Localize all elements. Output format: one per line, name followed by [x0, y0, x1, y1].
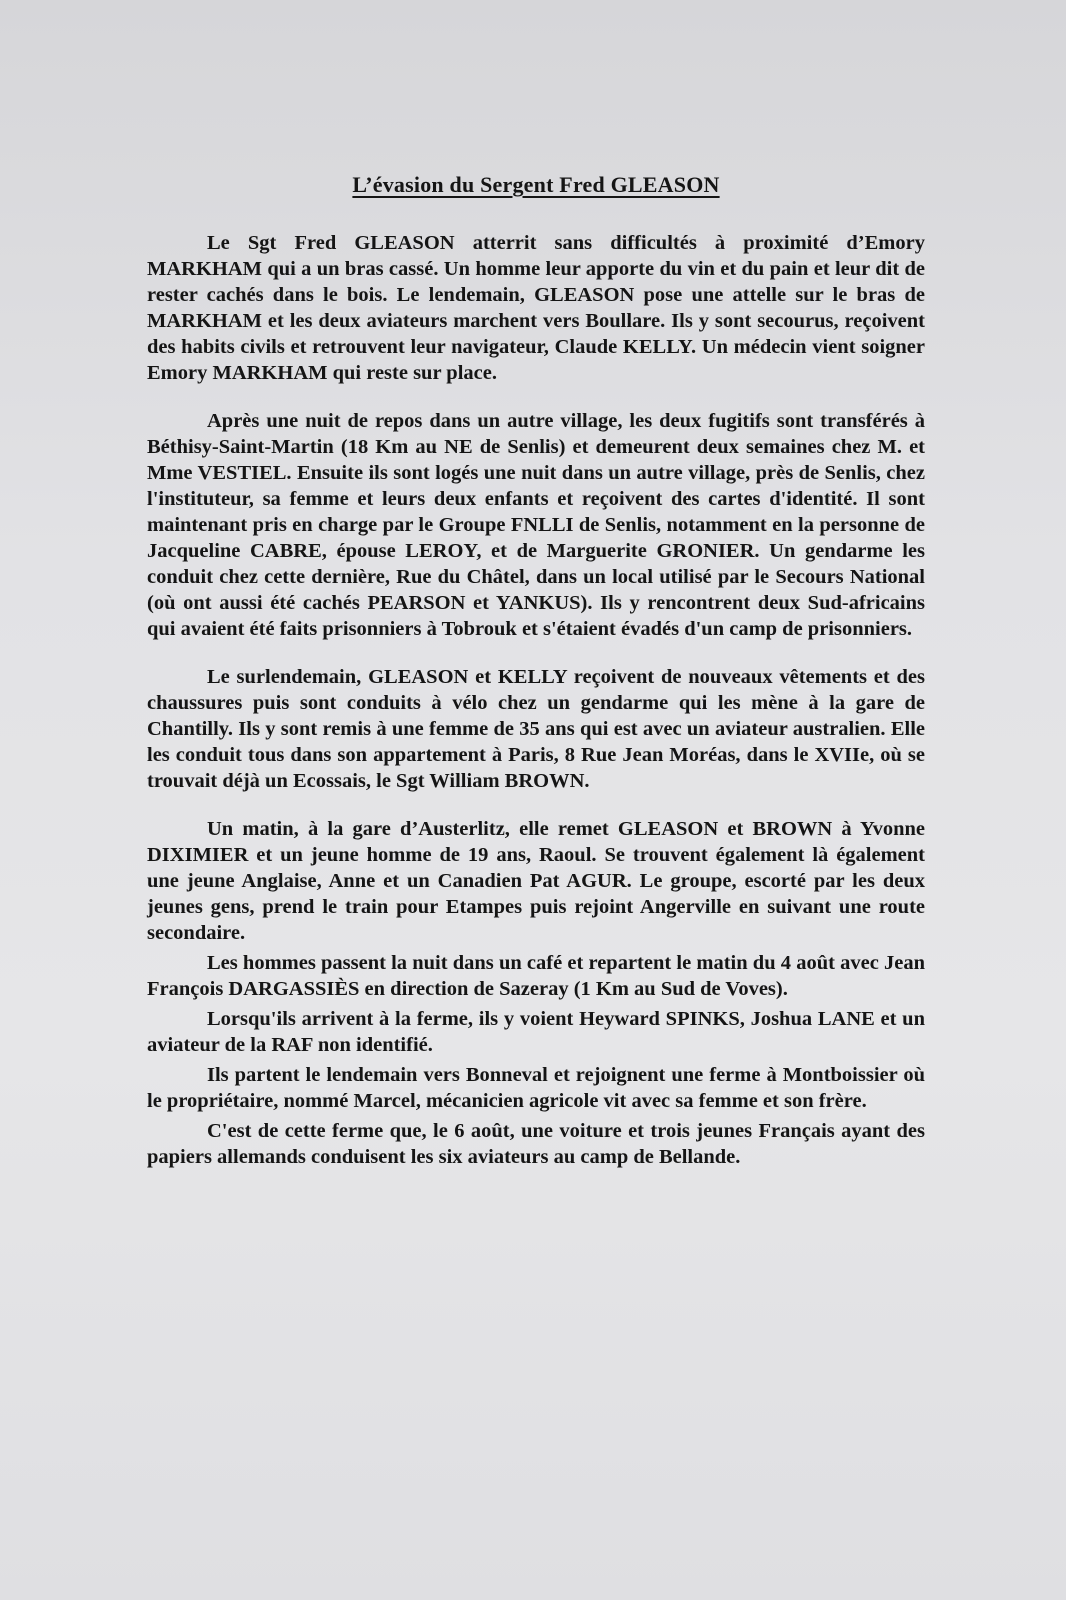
document-body	[147, 172, 925, 1170]
paragraph-1: Le Sgt Fred GLEASON atterrit sans difficultés à proximité d’Emory MARKHAM qui a un bras cassé. Un homme leur apporte du vin et du pain et leur dit de rester cachés dans le bois. Le lendemain, GLEASON pose une attelle sur le bras de MARKHAM et les deux aviateurs marchent vers Boullare. Ils y sont secourus, reçoivent des habits civils et retrouvent leur navigateur, Claude KELLY. Un médecin vient soigner Emory MARKHAM qui reste sur place.	[147, 232, 925, 384]
document-title: L’évasion du Sergent Fred GLEASON	[352, 172, 720, 197]
paragraph-4: Un matin, à la gare d’Austerlitz, elle remet GLEASON et BROWN à Yvonne DIXIMIER et un jeune homme de 19 ans, Raoul. Se trouvent également là également une jeune Anglaise, Anne et un Canadien Pat AGUR. Le groupe, escorté par les deux jeunes gens, prend le train pour Etampes puis rejoint Angerville en suivant une route secondaire.	[147, 818, 925, 944]
paragraph-2: Après une nuit de repos dans un autre village, les deux fugitifs sont transférés à Béthisy-Saint-Martin (18 Km au NE de Senlis) et demeurent deux semaines chez M. et Mme VESTIEL. Ensuite ils sont logés une nuit dans un autre village, près de Senlis, chez l'instituteur, sa femme et leurs deux enfants et reçoivent des cartes d'identité. Il sont maintenant pris en charge par le Groupe FNLLI de Senlis, notamment en la personne de Jacqueline CABRE, épouse LEROY, et de Marguerite GRONIER. Un gendarme les conduit chez cette dernière, Rue du Châtel, dans un local utilisé par le Secours National (où ont aussi été cachés PEARSON et YANKUS). Ils y rencontrent deux Sud-africains qui avaient été faits prisonniers à Tobrouk et s'étaient évadés d'un camp de prisonniers.	[147, 410, 925, 640]
paragraph-3: Le surlendemain, GLEASON et KELLY reçoivent de nouveaux vêtements et des chaussures puis sont conduits à vélo chez un gendarme qui les mène à la gare de Chantilly. Ils y sont remis à une femme de 35 ans qui est avec un aviateur australien. Elle les conduit tous dans son appartement à Paris, 8 Rue Jean Moréas, dans le XVIIe, où se trouvait déjà un Ecossais, le Sgt William BROWN.	[147, 666, 925, 792]
paragraph-7: Ils partent le lendemain vers Bonneval et rejoignent une ferme à Montboissier où le propriétaire, nommé Marcel, mécanicien agricole vit avec sa femme et son frère.	[147, 1064, 925, 1112]
paragraph-8: C'est de cette ferme que, le 6 août, une voiture et trois jeunes Français ayant des papiers allemands conduisent les six aviateurs au camp de Bellande.	[147, 1120, 925, 1168]
paragraph-5: Les hommes passent la nuit dans un café et repartent le matin du 4 août avec Jean François DARGASSIÈS en direction de Sazeray (1 Km au Sud de Voves).	[147, 952, 925, 1000]
paragraph-6: Lorsqu'ils arrivent à la ferme, ils y voient Heyward SPINKS, Joshua LANE et un aviateur de la RAF non identifié.	[147, 1008, 925, 1056]
